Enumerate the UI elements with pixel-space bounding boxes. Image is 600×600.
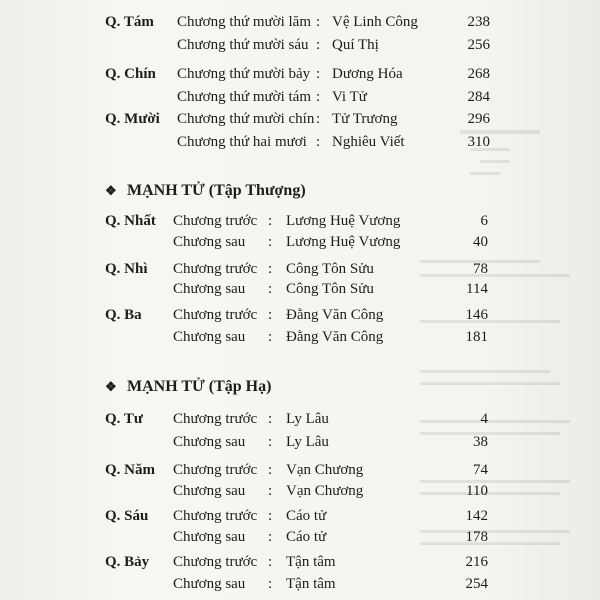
toc-entry-row	[0, 11, 600, 33]
page-number: 181	[465, 329, 488, 345]
toc-entry-row	[0, 86, 600, 108]
toc-entry-row	[0, 63, 600, 85]
chapter-label: Chương trước	[173, 411, 258, 427]
chapter-title: Đằng Văn Công	[286, 329, 384, 345]
colon-separator: :	[268, 261, 273, 277]
chapter-label: Chương trước	[173, 554, 258, 570]
page-number: 178	[465, 529, 488, 545]
chapter-label: Chương trước	[173, 462, 258, 478]
volume-label: Q. Năm	[105, 462, 155, 478]
colon-separator: :	[316, 66, 321, 82]
colon-separator: :	[268, 483, 273, 499]
toc-entry-row	[0, 258, 600, 280]
page-number: 254	[465, 576, 488, 592]
page-number: 38	[473, 434, 488, 450]
chapter-label: Chương sau	[173, 529, 246, 545]
volume-label: Q. Mười	[105, 111, 160, 127]
colon-separator: :	[316, 111, 321, 127]
toc-entry-row	[0, 278, 600, 300]
chapter-label: Chương sau	[173, 483, 246, 499]
page-number: 296	[467, 111, 490, 127]
chapter-label: Chương thứ mười chín	[177, 111, 315, 127]
page-number: 142	[465, 508, 488, 524]
colon-separator: :	[268, 213, 273, 229]
chapter-title: Lương Huệ Vương	[286, 234, 401, 250]
chapter-label: Chương sau	[173, 329, 246, 345]
chapter-title: Tử Trương	[332, 111, 398, 127]
page-number: 114	[466, 281, 488, 297]
colon-separator: :	[268, 434, 273, 450]
toc-entry-row	[0, 551, 600, 573]
chapter-title: Tận tâm	[286, 576, 336, 592]
chapter-label: Chương thứ mười sáu	[177, 37, 309, 53]
chapter-label: Chương thứ mười lăm	[177, 14, 312, 30]
page-number: 74	[473, 462, 488, 478]
toc-entry-row	[0, 108, 600, 130]
volume-label: Q. Chín	[105, 66, 156, 82]
toc-entry-row	[0, 408, 600, 430]
page-number: 284	[467, 89, 490, 105]
page-number: 238	[467, 14, 490, 30]
page-number: 310	[467, 134, 490, 150]
chapter-title: Công Tôn Sửu	[286, 281, 374, 297]
section-heading	[105, 376, 271, 398]
chapter-label: Chương trước	[173, 307, 258, 323]
volume-label: Q. Tư	[105, 411, 143, 427]
colon-separator: :	[268, 281, 273, 297]
page-number: 4	[480, 411, 488, 427]
page-number: 78	[473, 261, 488, 277]
colon-separator: :	[268, 508, 273, 524]
colon-separator: :	[268, 411, 273, 427]
chapter-label: Chương sau	[173, 434, 246, 450]
page-number: 268	[467, 66, 490, 82]
chapter-title: Dương Hóa	[332, 66, 403, 82]
colon-separator: :	[268, 307, 273, 323]
toc-entry-row	[0, 505, 600, 527]
colon-separator: :	[268, 554, 273, 570]
volume-label: Q. Nhất	[105, 213, 156, 229]
page-number: 6	[480, 213, 488, 229]
chapter-label: Chương sau	[173, 281, 246, 297]
page-number: 216	[465, 554, 488, 570]
colon-separator: :	[316, 14, 321, 30]
chapter-label: Chương trước	[173, 213, 258, 229]
chapter-title: Vi Tử	[332, 89, 367, 105]
chapter-label: Chương sau	[173, 576, 246, 592]
toc-entry-row	[0, 526, 600, 548]
colon-separator: :	[316, 89, 321, 105]
chapter-title: Nghiêu Viết	[332, 134, 405, 150]
toc-entry-row	[0, 326, 600, 348]
chapter-title: Tận tâm	[286, 554, 336, 570]
chapter-label: Chương thứ mười bảy	[177, 66, 311, 82]
chapter-title: Công Tôn Sửu	[286, 261, 374, 277]
page-number: 146	[465, 307, 488, 323]
chapter-title: Cáo tử	[286, 529, 327, 545]
page-number: 40	[473, 234, 488, 250]
toc-entry-row	[0, 304, 600, 326]
chapter-title: Vạn Chương	[286, 462, 364, 478]
colon-separator: :	[268, 529, 273, 545]
chapter-title: Vệ Linh Công	[332, 14, 418, 30]
chapter-label: Chương thứ hai mươi	[177, 134, 307, 150]
colon-separator: :	[268, 576, 273, 592]
volume-label: Q. Sáu	[105, 508, 149, 524]
chapter-title: Ly Lâu	[286, 411, 329, 427]
diamond-bullet-icon: ❖	[105, 183, 117, 198]
chapter-title: Cáo tử	[286, 508, 327, 524]
toc-entry-row	[0, 34, 600, 56]
colon-separator: :	[268, 462, 273, 478]
section-heading	[105, 180, 306, 202]
diamond-bullet-icon: ❖	[105, 379, 117, 394]
chapter-title: Lương Huệ Vương	[286, 213, 401, 229]
volume-label: Q. Ba	[105, 307, 142, 323]
colon-separator: :	[316, 37, 321, 53]
toc-entry-row	[0, 131, 600, 153]
chapter-label: Chương trước	[173, 261, 258, 277]
chapter-title: Vạn Chương	[286, 483, 364, 499]
toc-entry-row	[0, 573, 600, 595]
page-number: 256	[467, 37, 490, 53]
chapter-label: Chương thứ mười tám	[177, 89, 312, 105]
toc-entry-row	[0, 459, 600, 481]
chapter-label: Chương trước	[173, 508, 258, 524]
chapter-title: Quí Thị	[332, 37, 379, 53]
toc-entry-row	[0, 210, 600, 232]
page-number: 110	[466, 483, 488, 499]
chapter-title: Ly Lâu	[286, 434, 329, 450]
volume-label: Q. Bảy	[105, 554, 150, 570]
section-title: MẠNH TỬ (Tập Hạ)	[127, 378, 272, 395]
section-title: MẠNH TỬ (Tập Thượng)	[127, 182, 306, 199]
toc-entry-row	[0, 431, 600, 453]
toc-entry-row	[0, 480, 600, 502]
volume-label: Q. Nhì	[105, 261, 148, 277]
volume-label: Q. Tám	[105, 14, 154, 30]
colon-separator: :	[268, 234, 273, 250]
colon-separator: :	[268, 329, 273, 345]
toc-entry-row	[0, 231, 600, 253]
colon-separator: :	[316, 134, 321, 150]
chapter-title: Đằng Văn Công	[286, 307, 384, 323]
chapter-label: Chương sau	[173, 234, 246, 250]
